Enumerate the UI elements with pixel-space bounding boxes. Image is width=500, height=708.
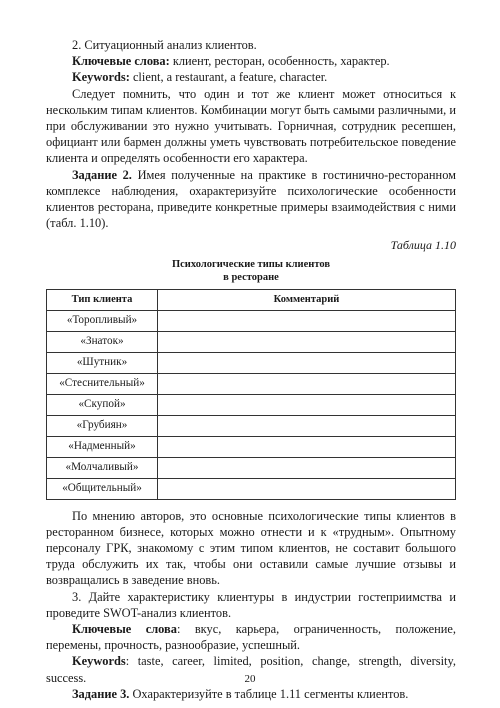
section-heading: 2. Ситуационный анализ клиентов. xyxy=(72,38,257,52)
table-cell-comment xyxy=(158,415,456,436)
table-row xyxy=(47,310,456,331)
table-cell-comment xyxy=(158,352,456,373)
table-header-row xyxy=(47,289,456,310)
table-cell-type: «Скупой» xyxy=(47,394,158,415)
table-cell-type: «Знаток» xyxy=(47,331,158,352)
table-header-type: Тип клиента xyxy=(47,289,158,310)
table-row xyxy=(47,457,456,478)
task-3-item: 3. Дайте характеристику клиентуры в индустрии гостеприимства и проведите SWOT-анализ клиентов. xyxy=(46,589,456,620)
task-2-text: Имея полученные на практике в гостинично-ресторанном комплексе наблюдения, охарактеризуйте психологические особенности клиентов ресторана, приведите конкретные примеры взаимодействия с ними (табл. 1.10). xyxy=(46,167,456,231)
table-cell-type: «Надменный» xyxy=(47,436,158,457)
table-header-comment: Комментарий xyxy=(158,289,456,310)
table-cell-type: «Стеснительный» xyxy=(47,373,158,394)
table-cell-type: «Общительный» xyxy=(47,478,158,499)
table-row xyxy=(47,415,456,436)
table-cell-comment xyxy=(158,310,456,331)
table-row xyxy=(47,352,456,373)
table-cell-comment xyxy=(158,373,456,394)
page-number: 20 xyxy=(244,673,256,685)
table-caption: Таблица 1.10 xyxy=(390,238,456,253)
table-cell-comment xyxy=(158,478,456,499)
keywords-ru-label: Ключевые слова: xyxy=(72,54,170,69)
table-row xyxy=(47,331,456,352)
keywords-ru xyxy=(46,53,456,69)
keywords-en-label: Keywords: xyxy=(72,70,130,85)
table-row xyxy=(47,394,456,415)
table-cell-comment xyxy=(158,457,456,478)
keywords-en-text: client, a restaurant, a feature, character. xyxy=(132,70,328,85)
task-2-label: Задание 2. xyxy=(72,167,132,182)
keywords-ru-2-text: : вкус, карьера, ограниченность, положение, перемены, прочность, разнообразие, успешный. xyxy=(46,622,456,653)
table-cell-comment xyxy=(158,436,456,457)
task-2 xyxy=(46,167,456,232)
keywords-en xyxy=(46,69,456,85)
table-title-line2: в ресторане xyxy=(223,271,279,283)
table-row xyxy=(47,478,456,499)
table-row xyxy=(47,436,456,457)
table-cell-comment xyxy=(158,394,456,415)
keywords-ru-2 xyxy=(46,621,456,653)
table-cell-type: «Грубиян» xyxy=(47,415,158,436)
table-cell-comment xyxy=(158,331,456,352)
task-3 xyxy=(46,686,456,702)
client-types-table xyxy=(46,289,456,500)
table-cell-type: «Шутник» xyxy=(47,352,158,373)
paragraph-1: Следует помнить, что один и тот же клиент может относиться к нескольким типам клиентов. Комбинации могут быть самыми различными, и при обслуживании это нужно учитывать. Горничная, сотрудник ресепшен, официант или бармен должны уметь чувствовать потребительское поведение клиента и определять особенности его характера. xyxy=(46,86,456,166)
table-cell-type: «Торопливый» xyxy=(47,310,158,331)
table-title-line1: Психологические типы клиентов xyxy=(171,258,330,270)
task-3-text: Охарактеризуйте в таблице 1.11 сегменты клиентов. xyxy=(132,686,409,701)
table-cell-type: «Молчаливый» xyxy=(47,457,158,478)
document-page xyxy=(46,37,456,702)
keywords-ru-2-label: Ключевые слова xyxy=(72,622,177,637)
keywords-en-2-label: Keywords xyxy=(72,654,126,669)
task-3-label: Задание 3. xyxy=(72,686,130,701)
keywords-ru-text: клиент, ресторан, особенность, характер. xyxy=(172,54,390,69)
paragraph-2: По мнению авторов, это основные психологические типы клиентов в ресторанном бизнесе, которых можно отнести и к «трудным». Опытному персоналу ГРК, знакомому с этим типом клиентов, не составит большого труда обслужить их так, чтобы они оставили самые лучшие отзывы и возвращались в заведение вновь. xyxy=(46,508,456,588)
table-row xyxy=(47,373,456,394)
keywords-en-2-text: : taste, career, limited, position, change, strength, diversity, success. xyxy=(46,654,456,685)
